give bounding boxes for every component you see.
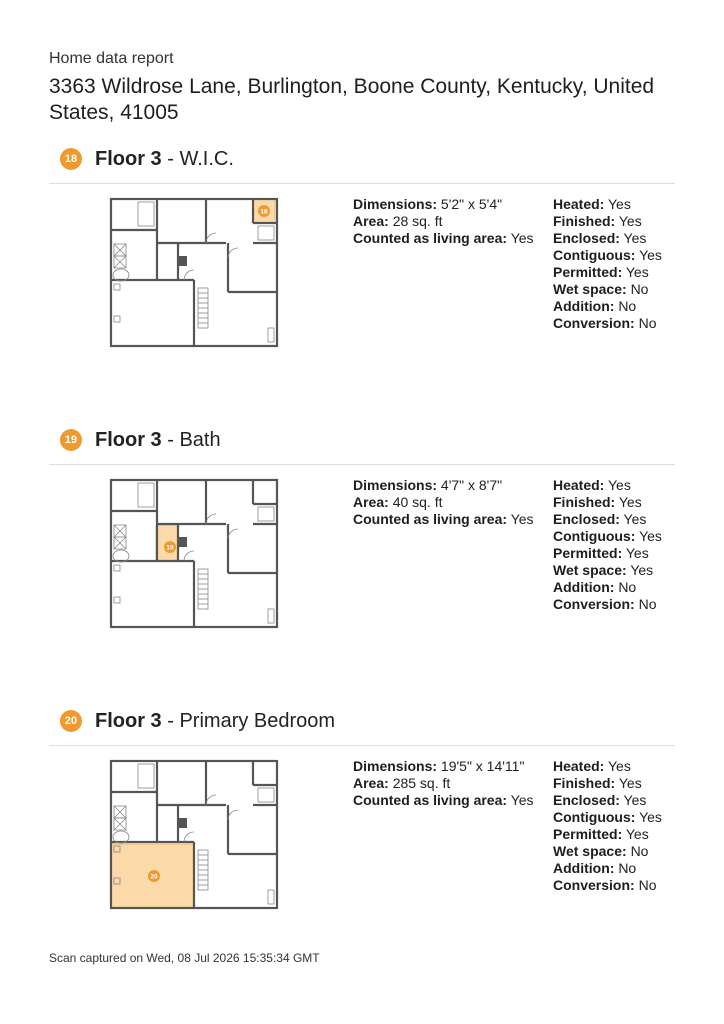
room-section-wic — [0, 146, 724, 406]
svg-text:19: 19 — [166, 544, 174, 552]
flag-contiguous: Contiguous: Yes — [553, 809, 662, 825]
flag-finished: Finished: Yes — [553, 775, 642, 791]
room-name: Primary Bedroom — [179, 709, 336, 732]
room-name: Bath — [179, 428, 221, 451]
flag-addition: Addition: No — [553, 860, 637, 876]
flag-heated: Heated: Yes — [553, 196, 631, 212]
room-flags — [553, 477, 662, 613]
detail-area: Area: 285 sq. ft — [353, 775, 451, 791]
floor-plan — [108, 758, 280, 910]
flag-enclosed: Enclosed: Yes — [553, 511, 647, 527]
room-marker-badge — [148, 870, 160, 882]
detail-living-area: Counted as living area: Yes — [353, 230, 534, 246]
floor-label: Floor 3 — [95, 147, 162, 170]
detail-dimensions: Dimensions: 5'2" x 5'4" — [353, 196, 503, 212]
svg-text:18: 18 — [260, 208, 268, 216]
flag-addition: Addition: No — [553, 579, 637, 595]
floor-plan-drawing — [108, 758, 280, 910]
room-marker-badge — [164, 541, 176, 553]
flag-enclosed: Enclosed: Yes — [553, 230, 647, 246]
flag-permitted: Permitted: Yes — [553, 545, 649, 561]
room-section-bath — [0, 427, 724, 687]
room-marker-badge — [258, 205, 270, 217]
room-title — [95, 710, 335, 733]
flag-addition: Addition: No — [553, 298, 637, 314]
room-header — [60, 708, 335, 734]
flag-wet-space: Wet space: No — [553, 843, 649, 859]
room-number-badge: 20 — [60, 710, 82, 732]
floor-label: Floor 3 — [95, 709, 162, 732]
scan-timestamp: Scan captured on Wed, 08 Jul 2026 15:35:34 GMT — [49, 951, 320, 965]
flag-finished: Finished: Yes — [553, 213, 642, 229]
room-number-badge: 19 — [60, 429, 82, 451]
room-flags — [553, 196, 662, 332]
room-details — [353, 477, 534, 528]
flag-enclosed: Enclosed: Yes — [553, 792, 647, 808]
room-section-primary-bedroom — [0, 708, 724, 968]
report-label: Home data report — [49, 50, 174, 67]
room-number-badge: 18 — [60, 148, 82, 170]
title-separator: - — [167, 428, 174, 451]
flag-permitted: Permitted: Yes — [553, 826, 649, 842]
room-header — [60, 146, 234, 172]
flag-contiguous: Contiguous: Yes — [553, 528, 662, 544]
detail-living-area: Counted as living area: Yes — [353, 511, 534, 527]
room-flags — [553, 758, 662, 894]
flag-conversion: Conversion: No — [553, 877, 657, 893]
title-separator: - — [167, 147, 174, 170]
detail-living-area: Counted as living area: Yes — [353, 792, 534, 808]
flag-conversion: Conversion: No — [553, 596, 657, 612]
section-divider — [49, 183, 675, 184]
detail-dimensions: Dimensions: 19'5" x 14'11" — [353, 758, 525, 774]
room-title — [95, 148, 234, 171]
floor-label: Floor 3 — [95, 428, 162, 451]
flag-permitted: Permitted: Yes — [553, 264, 649, 280]
title-separator: - — [167, 709, 174, 732]
flag-wet-space: Wet space: Yes — [553, 562, 654, 578]
flag-finished: Finished: Yes — [553, 494, 642, 510]
section-divider — [49, 464, 675, 465]
room-details — [353, 196, 534, 247]
svg-text:20: 20 — [150, 873, 158, 881]
detail-dimensions: Dimensions: 4'7" x 8'7" — [353, 477, 503, 493]
property-address: 3363 Wildrose Lane, Burlington, Boone County, Kentucky, United States, 41005 — [49, 75, 655, 124]
detail-area: Area: 28 sq. ft — [353, 213, 443, 229]
floor-plan — [108, 196, 280, 348]
room-title — [95, 429, 221, 452]
flag-contiguous: Contiguous: Yes — [553, 247, 662, 263]
detail-area: Area: 40 sq. ft — [353, 494, 443, 510]
floor-plan — [108, 477, 280, 629]
floor-plan-drawing — [108, 477, 280, 629]
flag-wet-space: Wet space: No — [553, 281, 649, 297]
flag-conversion: Conversion: No — [553, 315, 657, 331]
flag-heated: Heated: Yes — [553, 758, 631, 774]
room-details — [353, 758, 534, 809]
room-name: W.I.C. — [179, 147, 234, 170]
floor-plan-drawing — [108, 196, 280, 348]
section-divider — [49, 745, 675, 746]
flag-heated: Heated: Yes — [553, 477, 631, 493]
room-header — [60, 427, 221, 453]
